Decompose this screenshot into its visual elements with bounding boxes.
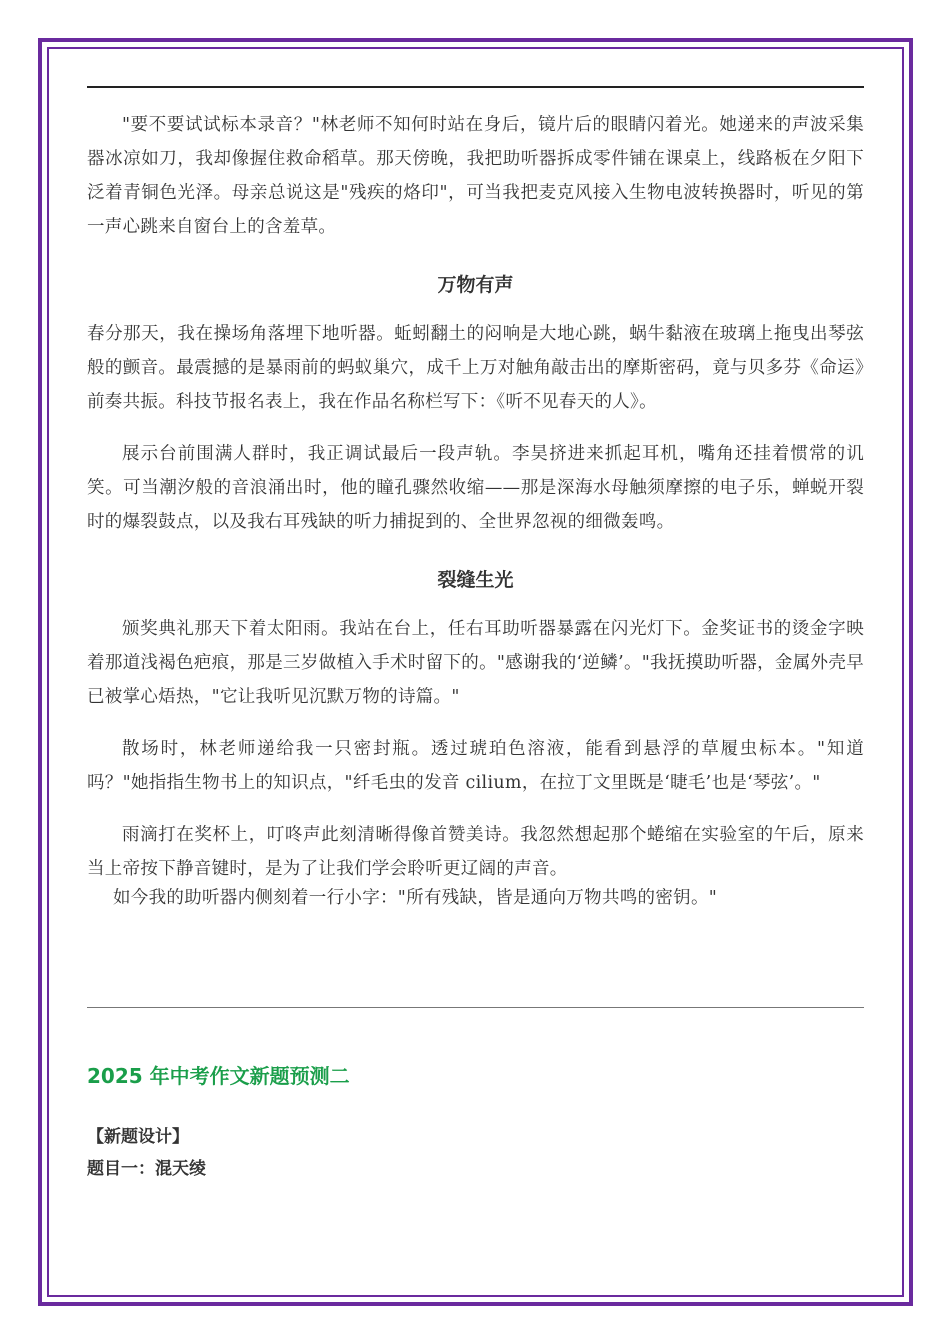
paragraph: 春分那天，我在操场角落埋下地听器。蚯蚓翻土的闷响是大地心跳，蜗牛黏液在玻璃上拖曳出琴弦般的颤音。最震撼的是暴雨前的蚂蚁巢穴，成千上万对触角敲击出的摩斯密码，竟与贝多芬《命运》前奏共振。科技节报名表上，我在作品名称栏写下：《听不见春天的人》。 <box>87 324 864 412</box>
design-label: 【新题设计】 <box>87 1127 189 1147</box>
top-divider <box>87 86 864 88</box>
section-heading: 裂缝生光 <box>437 569 514 591</box>
closing-line: 如今我的助听器内侧刻着一行小字："所有残缺，皆是通向万物共鸣的密钥。" <box>113 888 718 908</box>
paragraph: 散场时，林老师递给我一只密封瓶。透过琥珀色溶液，能看到悬浮的草履虫标本。"知道吗？"她指指生物书上的知识点，"纤毛虫的发音 cilium，在拉丁文里既是‘睫毛’也是‘琴弦’。" <box>87 739 864 793</box>
section-divider <box>87 1007 864 1008</box>
section-title: 2025 年中考作文新题预测二 <box>87 1064 350 1088</box>
section-heading: 万物有声 <box>437 274 514 296</box>
paragraph: "要不要试试标本录音？"林老师不知何时站在身后，镜片后的眼睛闪着光。她递来的声波采集器冰凉如刀，我却像握住救命稻草。那天傍晚，我把助听器拆成零件铺在课桌上，线路板在夕阳下泛着青铜色光泽。母亲总说这是"残疾的烙印"，可当我把麦克风接入生物电波转换器时，听见的第一声心跳来自窗台上的含羞草。 <box>87 115 864 237</box>
paragraph: 雨滴打在奖杯上，叮咚声此刻清晰得像首赞美诗。我忽然想起那个蜷缩在实验室的午后，原来当上帝按下静音键时，是为了让我们学会聆听更辽阔的声音。 <box>87 825 864 879</box>
paragraph: 展示台前围满人群时，我正调试最后一段声轨。李昊挤进来抓起耳机，嘴角还挂着惯常的讥笑。可当潮汐般的音浪涌出时，他的瞳孔骤然收缩——那是深海水母触须摩擦的电子乐，蝉蜕开裂时的爆裂鼓点，以及我右耳残缺的听力捕捉到的、全世界忽视的细微轰鸣。 <box>87 444 864 532</box>
essay-body <box>87 108 864 914</box>
topic-line: 题目一：混天绫 <box>87 1159 206 1179</box>
paragraph: 颁奖典礼那天下着太阳雨。我站在台上，任右耳助听器暴露在闪光灯下。金奖证书的烫金字映着那道浅褐色疤痕，那是三岁做植入手术时留下的。"感谢我的‘逆鳞’。"我抚摸助听器，金属外壳早已被掌心焐热，"它让我听见沉默万物的诗篇。" <box>87 619 864 707</box>
